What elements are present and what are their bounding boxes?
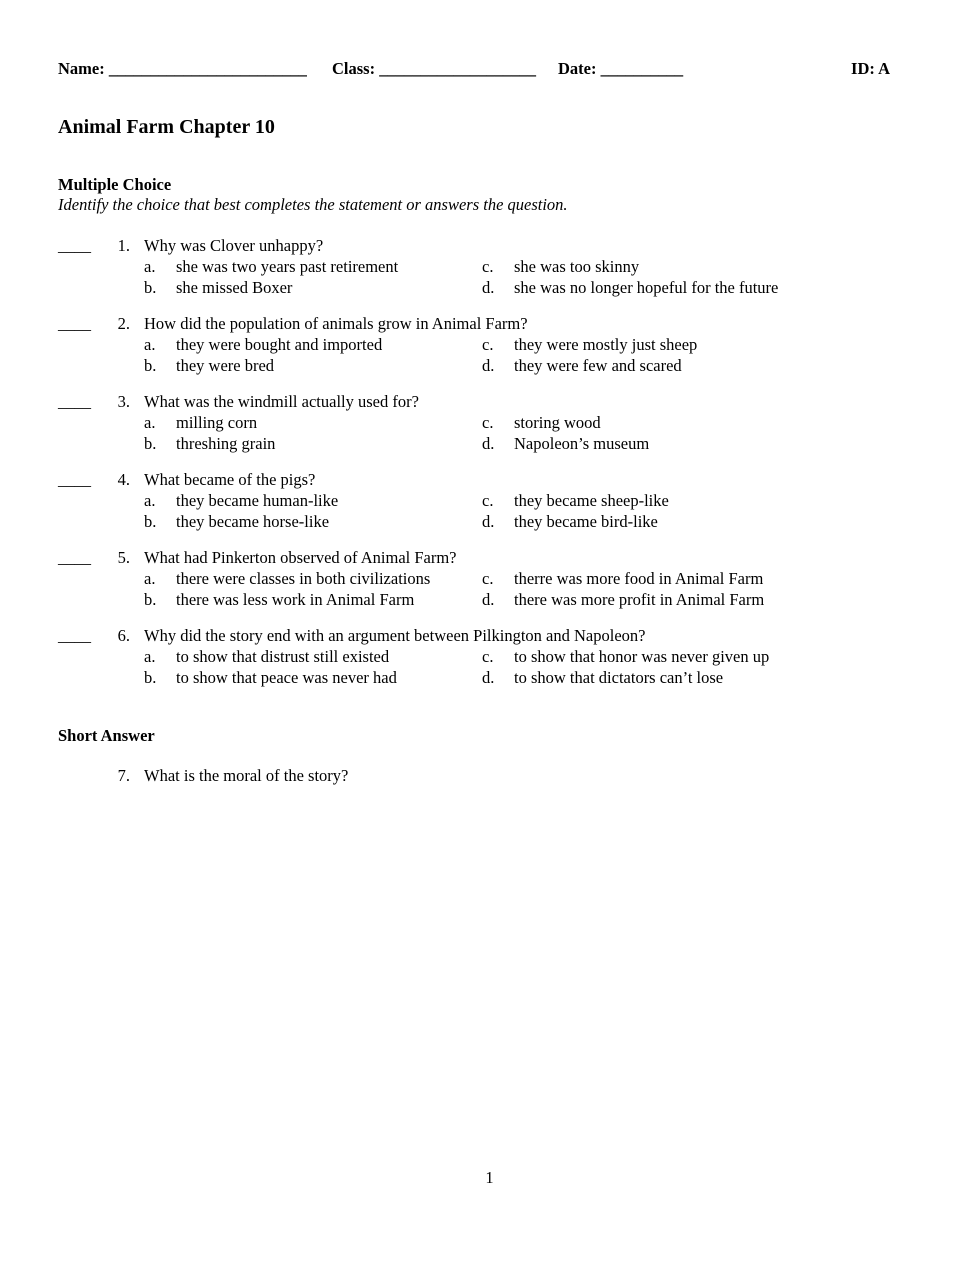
answer-blank[interactable]: ____ — [58, 236, 91, 255]
choice-text: she missed Boxer — [176, 278, 293, 297]
question-6 — [0, 626, 979, 692]
name-field-label: Name: ________________________ — [58, 59, 307, 78]
choice-text: there were classes in both civilizations — [176, 569, 431, 588]
choice-letter: b. — [144, 512, 157, 531]
choice-text: storing wood — [514, 413, 601, 432]
choice-letter: b. — [144, 356, 157, 375]
answer-blank[interactable]: ____ — [58, 626, 91, 645]
choice-letter: c. — [482, 569, 494, 588]
choice-letter: d. — [482, 356, 495, 375]
choice-text: they became human-like — [176, 491, 339, 510]
choice-text: Napoleon’s museum — [514, 434, 650, 453]
question-text: Why was Clover unhappy? — [144, 236, 324, 255]
question-number: 6. — [117, 626, 130, 645]
choice-letter: d. — [482, 590, 495, 609]
choice-letter: c. — [482, 647, 494, 666]
question-text: What was the windmill actually used for? — [144, 392, 419, 411]
question-number: 4. — [117, 470, 130, 489]
choice-letter: c. — [482, 413, 494, 432]
multiple-choice-heading: Multiple Choice — [58, 175, 172, 194]
choice-text: they became bird-like — [514, 512, 658, 531]
choice-letter: b. — [144, 434, 157, 453]
choice-text: they became sheep-like — [514, 491, 669, 510]
choice-text: they were few and scared — [514, 356, 682, 375]
short-answer-heading: Short Answer — [58, 726, 155, 745]
choice-text: milling corn — [176, 413, 258, 432]
choice-text: she was two years past retirement — [176, 257, 399, 276]
choice-letter: c. — [482, 491, 494, 510]
choice-text: there was more profit in Animal Farm — [514, 590, 765, 609]
choice-text: they were mostly just sheep — [514, 335, 698, 354]
date-field-label: Date: __________ — [558, 59, 684, 78]
choice-text: to show that peace was never had — [176, 668, 397, 687]
question-text: Why did the story end with an argument between Pilkington and Napoleon? — [144, 626, 646, 645]
choice-letter: a. — [144, 257, 156, 276]
choice-text: she was no longer hopeful for the future — [514, 278, 779, 297]
class-field-label: Class: ___________________ — [332, 59, 536, 78]
choice-letter: a. — [144, 491, 156, 510]
choice-letter: a. — [144, 569, 156, 588]
choice-letter: d. — [482, 668, 495, 687]
choice-letter: a. — [144, 647, 156, 666]
answer-blank[interactable]: ____ — [58, 470, 91, 489]
question-number: 5. — [117, 548, 130, 567]
choice-text: they were bred — [176, 356, 275, 375]
question-number: 3. — [117, 392, 130, 411]
choice-letter: c. — [482, 335, 494, 354]
choice-letter: b. — [144, 668, 157, 687]
question-3 — [0, 392, 979, 458]
choice-letter: a. — [144, 335, 156, 354]
choice-letter: b. — [144, 278, 157, 297]
choice-letter: a. — [144, 413, 156, 432]
choice-text: threshing grain — [176, 434, 276, 453]
header-row — [58, 59, 890, 81]
question-number: 1. — [117, 236, 130, 255]
question-2 — [0, 314, 979, 380]
answer-blank[interactable]: ____ — [58, 392, 91, 411]
choice-text: therre was more food in Animal Farm — [514, 569, 764, 588]
question-text: What became of the pigs? — [144, 470, 316, 489]
answer-blank[interactable]: ____ — [58, 548, 91, 567]
choice-letter: c. — [482, 257, 494, 276]
choice-text: she was too skinny — [514, 257, 640, 276]
multiple-choice-instructions: Identify the choice that best completes the statement or answers the question. — [58, 195, 568, 214]
choice-text: to show that honor was never given up — [514, 647, 770, 666]
choice-letter: d. — [482, 434, 495, 453]
question-1 — [0, 236, 979, 302]
page-title: Animal Farm Chapter 10 — [58, 116, 275, 138]
question-4 — [0, 470, 979, 536]
choice-letter: d. — [482, 278, 495, 297]
choice-letter: d. — [482, 512, 495, 531]
answer-blank[interactable]: ____ — [58, 314, 91, 333]
page-number: 1 — [485, 1168, 494, 1187]
question-text: What had Pinkerton observed of Animal Farm? — [144, 548, 457, 567]
choice-text: they were bought and imported — [176, 335, 383, 354]
choice-letter: b. — [144, 590, 157, 609]
question-text: How did the population of animals grow in Animal Farm? — [144, 314, 528, 333]
question-7 — [0, 766, 979, 790]
choice-text: there was less work in Animal Farm — [176, 590, 415, 609]
id-label: ID: A — [851, 59, 890, 78]
choice-text: to show that dictators can’t lose — [514, 668, 724, 687]
question-number: 2. — [117, 314, 130, 333]
choice-text: to show that distrust still existed — [176, 647, 390, 666]
question-5 — [0, 548, 979, 614]
question-text: What is the moral of the story? — [144, 766, 349, 785]
choice-text: they became horse-like — [176, 512, 330, 531]
question-number: 7. — [117, 766, 130, 785]
